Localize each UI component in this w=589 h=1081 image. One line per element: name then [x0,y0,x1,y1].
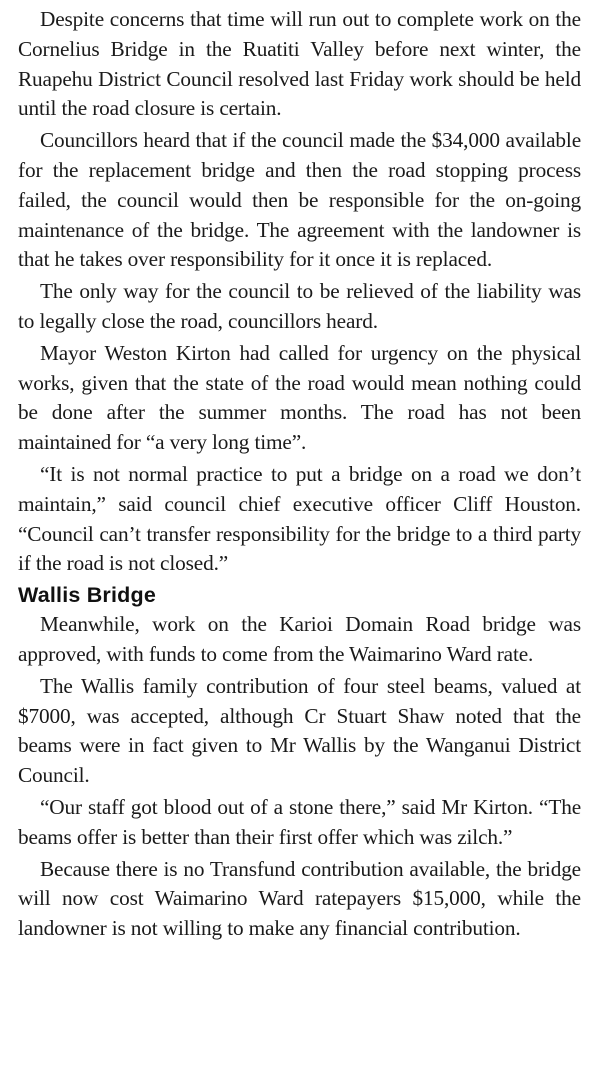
article-paragraph: Despite concerns that time will run out to complete work on the Cornelius Bridge in the Ruatiti Valley before next winter, the Ruapehu District Council resolved last Friday work should be held until the road closure is certain. [18,7,581,121]
article-paragraph: Meanwhile, work on the Karioi Domain Road bridge was approved, with funds to come from the Waimarino Ward rate. [18,612,581,666]
article-body [18,5,581,946]
article-paragraph: The only way for the council to be relieved of the liability was to legally close the road, councillors heard. [18,279,581,333]
article-paragraph: Because there is no Transfund contribution available, the bridge will now cost Waimarino Ward ratepayers $15,000, while the landowner is not willing to make any financial contribution. [18,856,581,941]
article-paragraph: The Wallis family contribution of four steel beams, valued at $7000, was accepted, although Cr Stuart Shaw noted that the beams were in fact given to Mr Wallis by the Wanganui District Council. [18,673,581,788]
article-paragraph: “It is not normal practice to put a bridge on a road we don’t maintain,” said council chief executive officer Cliff Houston. “Council can’t transfer responsibility for the bridge to a third party if the road is not closed.” [18,461,581,576]
article-paragraph: “Our staff got blood out of a stone there,” said Mr Kirton. “The beams offer is better than their first offer which was zilch.” [18,794,581,849]
section-subheading: Wallis Bridge [18,583,156,608]
article-paragraph: Mayor Weston Kirton had called for urgency on the physical works, given that the state of the road would mean nothing could be done after the summer months. The road has not been maintained for “a very long time”. [18,340,581,455]
article-paragraph: Councillors heard that if the council made the $34,000 available for the replacement bridge and then the road stopping process failed, the council would then be responsible for the on-going maintenance of the bridge. The agreement with the landowner is that he takes over responsibility for it once it is replaced. [18,128,581,272]
